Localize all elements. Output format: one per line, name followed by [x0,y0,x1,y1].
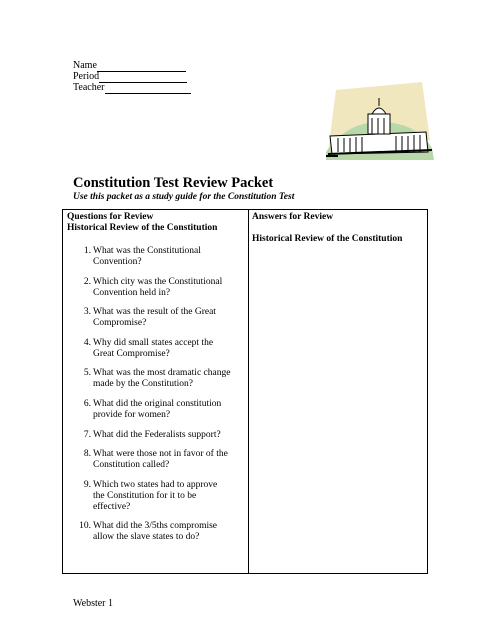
question-text-line2: Convention? [93,257,142,267]
question-text-line1: What did the original constitution [93,398,222,409]
list-item [67,480,248,513]
list-item [67,368,248,390]
question-text-line2: Great Compromise? [93,348,170,359]
question-text-line3: effective? [93,501,131,512]
question-text-line1: What were those not in favor of the [93,449,228,460]
question-text-line1: What did the 3/5ths compromise [93,521,218,532]
question-number: 6. [83,398,91,409]
question-number: 9. [83,479,91,490]
questions-heading: Questions for Review [67,212,154,222]
question-text-line2: Convention held in? [93,287,171,298]
list-item [67,277,248,299]
question-text-line1: Which two states had to approve [93,479,218,490]
question-text-line1: What was the most dramatic change [93,368,231,379]
name-label: Name [73,60,97,71]
answers-column [249,210,427,573]
question-text-line2: made by the Constitution? [93,379,194,390]
header-teacher-line [73,82,191,94]
question-number: 2. [83,276,91,287]
list-item [67,521,248,543]
question-number: 5. [83,368,91,379]
question-number: 1. [83,246,91,256]
period-label: Period [73,71,100,82]
capitol-building-icon [326,82,434,160]
teacher-blank [105,83,191,94]
question-number: 10. [79,521,91,532]
question-number: 8. [83,449,91,460]
questions-column [63,210,249,573]
questions-subheading: Historical Review of the Constitution [67,223,218,233]
question-text-line1: Which city was the Constitutional [93,276,223,287]
question-text-line2: the Constitution for it to be [93,490,197,501]
page-footer: Webster 1 [73,598,114,609]
list-item [67,338,248,360]
answers-subheading: Historical Review of the Constitution [252,234,403,244]
list-item [67,449,248,471]
question-text-line1: Why did small states accept the [93,337,214,348]
page-title: Constitution Test Review Packet [73,175,274,191]
page-subtitle: Use this packet as a study guide for the Constitution Test [73,192,295,202]
question-text-line1: What did the Federalists support? [93,429,221,440]
teacher-label: Teacher [73,82,105,93]
question-text-line2: allow the slave states to do? [93,532,200,543]
review-table [62,209,428,574]
list-item [67,399,248,421]
question-text-line2: Compromise? [93,318,147,329]
question-number: 7. [83,429,91,440]
list-item [67,307,248,329]
questions-list [67,246,248,543]
question-text-line1: What was the Constitutional [93,246,201,256]
question-text-line2: Constitution called? [93,460,170,471]
list-item [67,246,248,268]
question-number: 4. [83,337,91,348]
question-number: 3. [83,307,91,318]
answers-heading: Answers for Review [252,212,334,222]
list-item [67,430,248,441]
question-text-line1: What was the result of the Great [93,307,216,318]
question-text-line2: provide for women? [93,409,171,420]
